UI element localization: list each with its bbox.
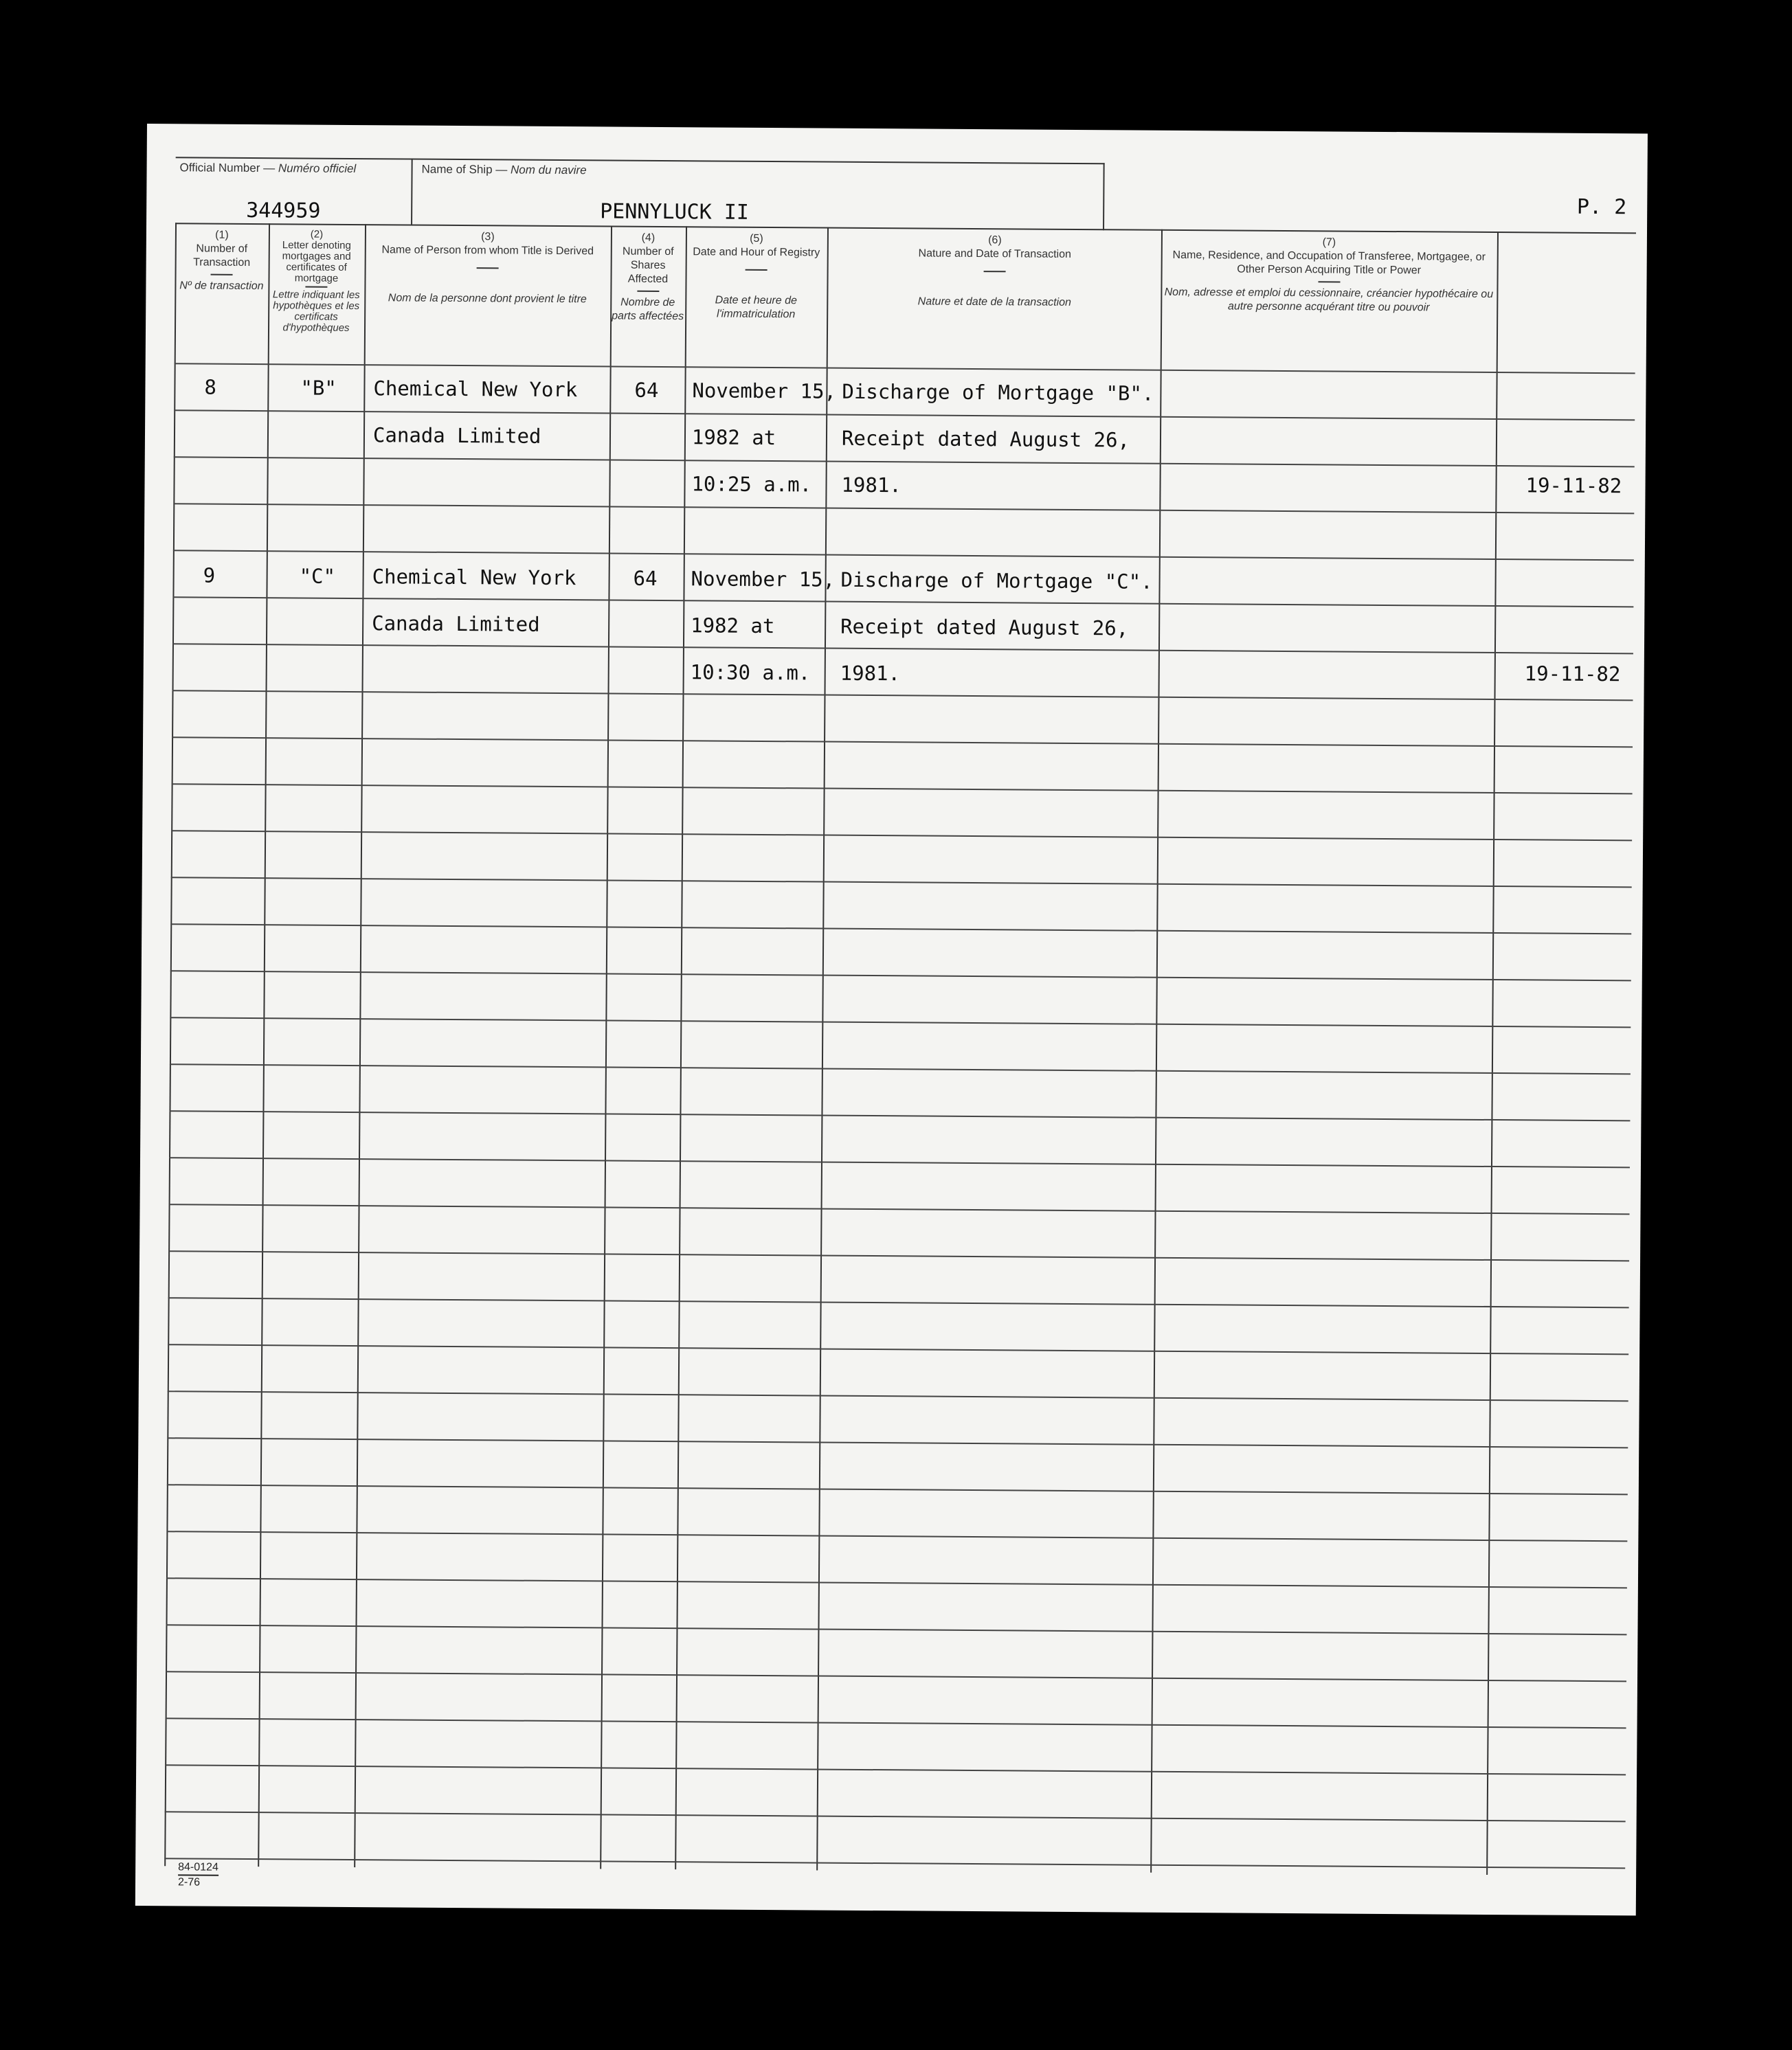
entry-number: 8	[204, 375, 217, 399]
official-number-label: Official Number — Numéro officiel	[179, 161, 357, 176]
row-rule	[167, 1484, 1628, 1495]
column-header-1: (1) Number of Transaction Nº de transaction	[179, 229, 264, 293]
mortgage-letter: "B"	[300, 376, 337, 400]
row-rule	[173, 550, 1634, 561]
row-rule	[170, 1063, 1631, 1074]
row-rule	[166, 1624, 1627, 1635]
shares-affected: 64	[633, 566, 658, 590]
margin-date: 19-11-82	[1525, 473, 1622, 498]
column-rule	[600, 225, 612, 1869]
row-rule	[166, 1717, 1626, 1728]
column-header-3: (3) Name of Person from whom Title is Derived Nom de la personne dont provient le titre	[381, 231, 594, 306]
registry-line: 1982 at	[691, 613, 775, 638]
shares-affected: 64	[634, 378, 659, 402]
row-rule	[168, 1390, 1628, 1401]
row-rule	[172, 643, 1633, 654]
row-rule	[171, 877, 1632, 888]
column-rule	[675, 226, 687, 1869]
nature-line: Discharge of Mortgage "C".	[840, 567, 1153, 594]
form-code: 84-0124 2-76	[177, 1861, 219, 1889]
entry-number: 9	[203, 563, 216, 587]
title-from-line: Canada Limited	[372, 423, 541, 448]
registry-line: 1982 at	[691, 425, 776, 450]
row-rule	[167, 1437, 1628, 1448]
row-rule	[175, 363, 1635, 374]
row-rule	[173, 503, 1634, 514]
page-number: P. 2	[1576, 194, 1627, 220]
row-rule	[168, 1297, 1629, 1308]
row-rule	[170, 970, 1631, 981]
mortgage-letter: "C"	[299, 564, 336, 588]
title-from-line: Chemical New York	[372, 565, 576, 590]
registry-line: November 15,	[691, 567, 836, 592]
row-rule	[168, 1250, 1629, 1261]
ship-name: PENNYLUCK II	[600, 199, 750, 225]
register-page	[135, 124, 1648, 1915]
official-number: 344959	[246, 198, 321, 223]
title-from-line: Chemical New York	[373, 376, 578, 402]
title-from-line: Canada Limited	[372, 611, 540, 636]
row-rule	[172, 783, 1633, 794]
row-rule	[170, 923, 1631, 934]
nature-line: Receipt dated August 26,	[841, 426, 1130, 452]
row-rule	[172, 736, 1633, 747]
column-header-5: (5) Date and Hour of Registry Date et heure de l'immatriculation	[693, 232, 820, 321]
nature-line: Discharge of Mortgage "B".	[842, 379, 1154, 405]
nature-line: 1981.	[841, 473, 901, 497]
row-rule	[171, 830, 1632, 841]
column-rule	[1486, 232, 1499, 1875]
column-header-6: (6) Nature and Date of Transaction Nature et date de la transaction	[917, 234, 1071, 308]
registry-line: 10:25 a.m.	[691, 472, 812, 497]
column-rule	[258, 223, 270, 1867]
row-rule	[166, 1531, 1627, 1542]
registry-line: November 15,	[692, 379, 837, 403]
row-rule	[166, 1671, 1626, 1682]
row-rule	[172, 690, 1633, 701]
row-rule	[172, 596, 1633, 607]
row-rule	[170, 1017, 1631, 1028]
margin-date: 19-11-82	[1524, 662, 1621, 686]
row-rule	[165, 1811, 1626, 1822]
nature-line: Receipt dated August 26,	[840, 614, 1129, 640]
column-rule	[816, 227, 829, 1871]
row-rule	[174, 456, 1635, 467]
row-rule	[169, 1157, 1630, 1168]
column-rule	[164, 223, 177, 1866]
row-rule	[174, 409, 1635, 420]
column-rule	[1150, 229, 1163, 1873]
row-rule	[165, 1764, 1626, 1775]
row-rule	[169, 1110, 1630, 1121]
row-rule	[164, 1858, 1625, 1869]
row-rule	[166, 1577, 1627, 1588]
row-rule	[169, 1204, 1630, 1215]
column-header-2: (2) Letter denoting mortgages and certificates of mortgage Lettre indiquant les hypothèques et les certificats d'hypothèques	[272, 228, 360, 334]
registry-line: 10:30 a.m.	[690, 660, 811, 685]
row-rule	[168, 1344, 1628, 1355]
column-header-4: (4) Number of Shares Affected Nombre de parts affectées	[612, 232, 684, 323]
column-rule	[354, 224, 366, 1867]
ship-name-label: Name of Ship — Nom du navire	[421, 162, 587, 177]
column-header-7: (7) Name, Residence, and Occupation of Transferee, Mortgagee, or Other Person Acquiring Title or Power Nom, adresse et emploi du cessionnaire, créancier hypothécaire ou autre personne acquérant titre ou pouvoir	[1164, 236, 1494, 314]
nature-line: 1981.	[840, 661, 901, 686]
